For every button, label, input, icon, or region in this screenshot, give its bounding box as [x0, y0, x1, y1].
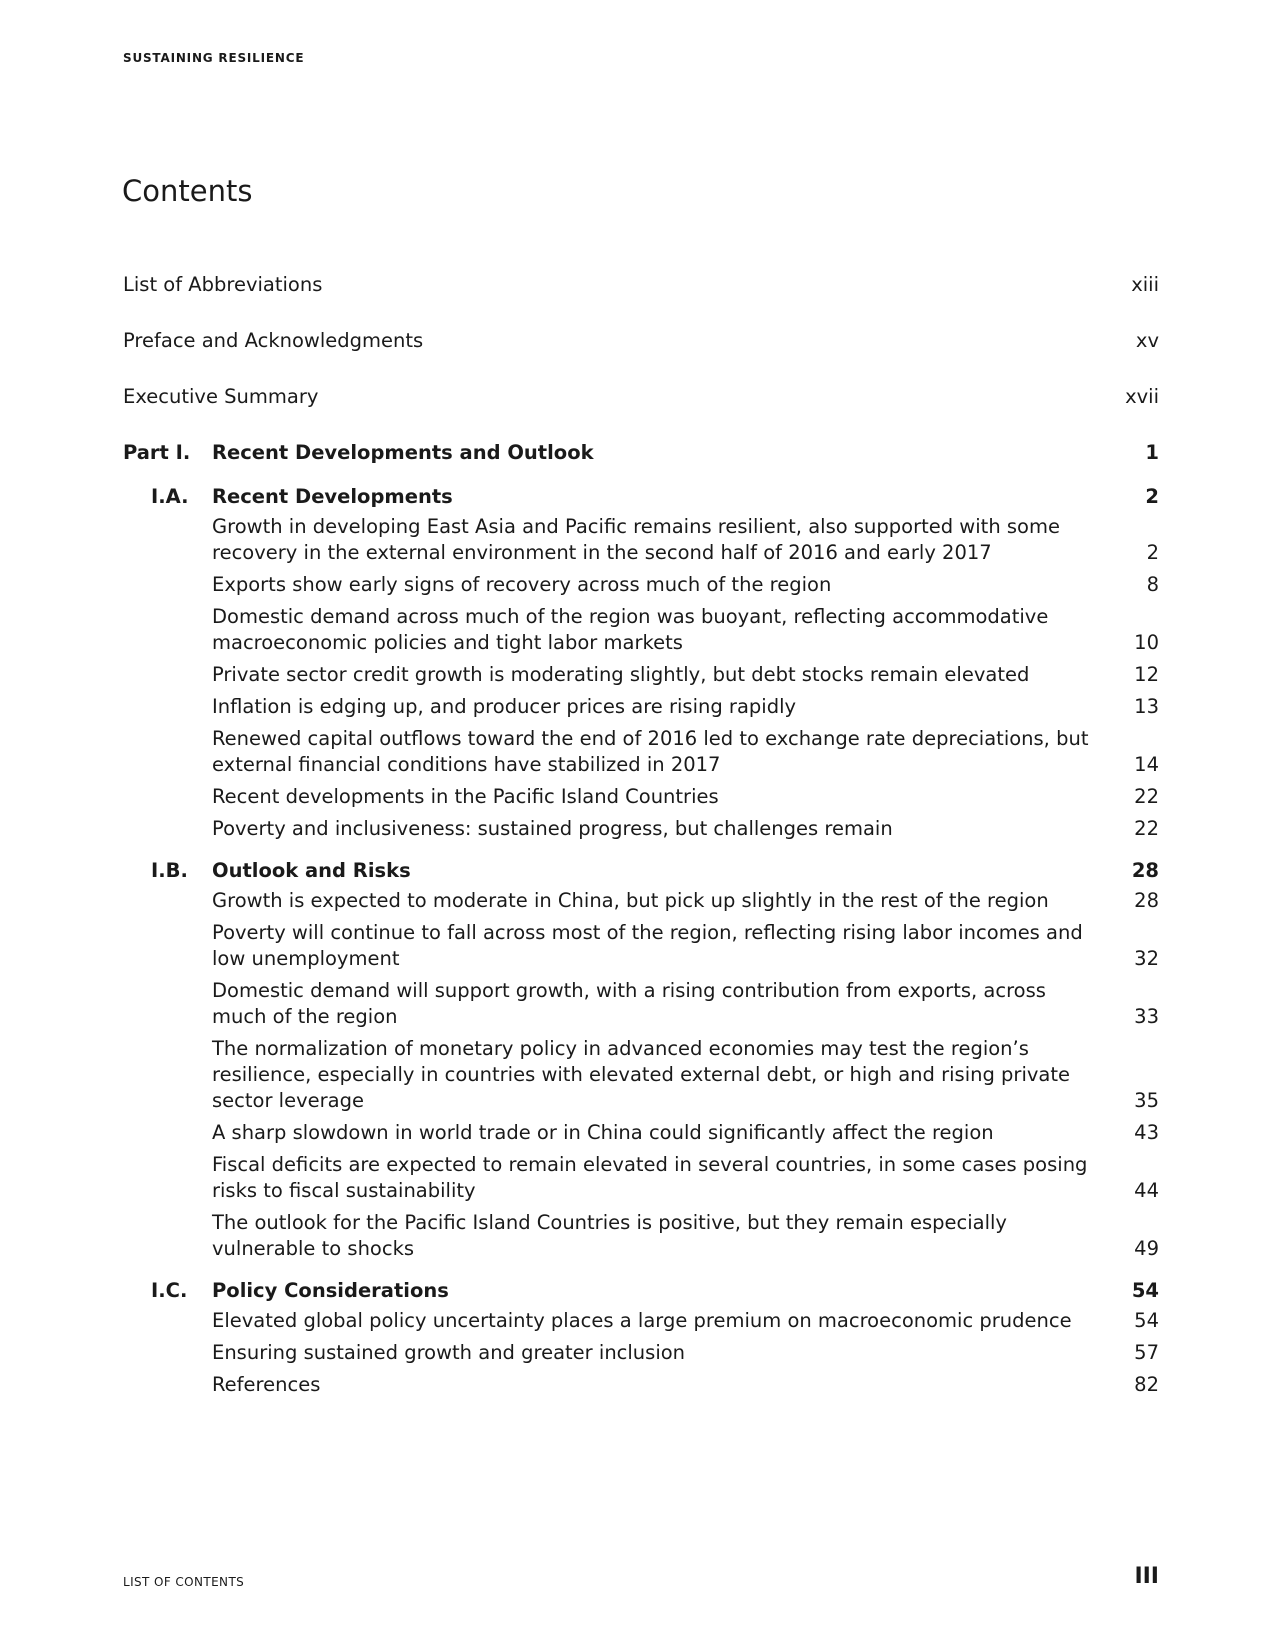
toc-entry-page: xiii [1131, 273, 1159, 296]
toc-item-text: Growth is expected to moderate in China, but pick up slightly in the rest of the region [212, 889, 1049, 912]
toc-part-1[interactable] [123, 440, 1159, 466]
page-title: Contents [122, 174, 253, 208]
toc-item-page: 12 [1134, 663, 1159, 686]
toc-item[interactable] [123, 1308, 1159, 1334]
part-page: 1 [1145, 441, 1159, 464]
toc-item-text: Inflation is edging up, and producer prices are rising rapidly [212, 695, 797, 718]
toc-item[interactable] [123, 1036, 1159, 1114]
table-of-contents [123, 272, 1159, 1398]
toc-item-page: 32 [1134, 947, 1159, 970]
toc-item-text: Domestic demand across much of the region was buoyant, reflecting accommodative macroeconomic policies and tight labor markets [212, 605, 1049, 654]
toc-item-page: 2 [1146, 541, 1159, 564]
section-label: Recent Developments [212, 485, 453, 508]
toc-item-page: 44 [1134, 1179, 1159, 1202]
toc-item[interactable] [123, 816, 1159, 842]
toc-item-text: Fiscal deficits are expected to remain elevated in several countries, in some cases posing risks to fiscal sustainability [212, 1153, 1088, 1202]
toc-item[interactable] [123, 920, 1159, 972]
toc-section-ic[interactable]: I.C. Policy Considerations 54 [151, 1279, 1159, 1302]
toc-item-page: 28 [1134, 889, 1159, 912]
toc-item-text: Growth in developing East Asia and Pacific remains resilient, also supported with some recovery in the external environment in the second half of 2016 and early 2017 [212, 515, 1060, 564]
section-label: Outlook and Risks [212, 859, 411, 882]
toc-entry-executive-summary[interactable] [123, 384, 1159, 410]
toc-item-page: 10 [1134, 631, 1159, 654]
toc-item-text: The outlook for the Pacific Island Countries is positive, but they remain especially vulnerable to shocks [212, 1211, 1007, 1260]
toc-item[interactable] [123, 1340, 1159, 1366]
section-label: Policy Considerations [212, 1279, 449, 1302]
toc-item[interactable] [123, 978, 1159, 1030]
toc-entry-abbreviations[interactable] [123, 272, 1159, 298]
toc-item[interactable] [123, 726, 1159, 778]
toc-entry-label: Executive Summary [123, 385, 319, 408]
toc-entry-label: Preface and Acknowledgments [123, 329, 424, 352]
toc-item-page: 13 [1134, 695, 1159, 718]
toc-entry-page: xvii [1125, 385, 1159, 408]
toc-item-page: 33 [1134, 1005, 1159, 1028]
toc-item[interactable] [123, 662, 1159, 688]
toc-item-text: Elevated global policy uncertainty places a large premium on macroeconomic prudence [212, 1309, 1072, 1332]
toc-item-text: Poverty will continue to fall across most of the region, reflecting rising labor incomes and low unemployment [212, 921, 1083, 970]
toc-item[interactable] [123, 1372, 1159, 1398]
toc-item[interactable] [123, 604, 1159, 656]
toc-entry-label: List of Abbreviations [123, 273, 323, 296]
toc-item-text: References [212, 1373, 321, 1396]
section-page: 2 [1145, 485, 1159, 508]
section-page: 28 [1131, 859, 1159, 882]
toc-item-text: Exports show early signs of recovery across much of the region [212, 573, 832, 596]
toc-section-ia[interactable]: I.A. Recent Developments 2 [151, 485, 1159, 508]
toc-item-page: 82 [1134, 1373, 1159, 1396]
toc-item[interactable] [123, 1120, 1159, 1146]
toc-item-page: 43 [1134, 1121, 1159, 1144]
toc-item[interactable] [123, 1152, 1159, 1204]
toc-item-page: 49 [1134, 1237, 1159, 1260]
toc-item[interactable] [123, 888, 1159, 914]
part-number: Part I. [123, 441, 191, 464]
footer-page-number: III [1134, 1564, 1159, 1589]
toc-item-page: 54 [1134, 1309, 1159, 1332]
toc-item-page: 35 [1134, 1089, 1159, 1112]
toc-item-text: Ensuring sustained growth and greater inclusion [212, 1341, 686, 1364]
toc-item-text: The normalization of monetary policy in advanced economies may test the region’s resilience, especially in countries with elevated external debt, or high and rising private sector leverage [212, 1037, 1070, 1112]
toc-entry-page: xv [1135, 329, 1159, 352]
toc-item-page: 22 [1134, 817, 1159, 840]
toc-item-page: 8 [1146, 573, 1159, 596]
toc-item[interactable] [123, 514, 1159, 566]
toc-item-text: Domestic demand will support growth, with a rising contribution from exports, across much of the region [212, 979, 1046, 1028]
toc-entry-preface[interactable] [123, 328, 1159, 354]
part-label: Recent Developments and Outlook [212, 441, 594, 464]
toc-item[interactable] [123, 784, 1159, 810]
running-head: SUSTAINING RESILIENCE [123, 51, 305, 65]
toc-item[interactable] [123, 694, 1159, 720]
toc-item-text: Poverty and inclusiveness: sustained progress, but challenges remain [212, 817, 893, 840]
toc-item-text: Recent developments in the Pacific Island Countries [212, 785, 719, 808]
toc-item-page: 22 [1134, 785, 1159, 808]
toc-item[interactable] [123, 1210, 1159, 1262]
toc-section-ib[interactable]: I.B. Outlook and Risks 28 [151, 859, 1159, 882]
toc-item-page: 57 [1134, 1341, 1159, 1364]
toc-item-text: Private sector credit growth is moderating slightly, but debt stocks remain elevated [212, 663, 1030, 686]
section-page: 54 [1131, 1279, 1159, 1302]
toc-item-text: A sharp slowdown in world trade or in China could significantly affect the region [212, 1121, 994, 1144]
toc-item-text: Renewed capital outflows toward the end of 2016 led to exchange rate depreciations, but external financial conditions have stabilized in 2017 [212, 727, 1089, 776]
toc-item[interactable] [123, 572, 1159, 598]
footer-label: LIST OF CONTENTS [123, 1575, 245, 1589]
toc-item-page: 14 [1134, 753, 1159, 776]
